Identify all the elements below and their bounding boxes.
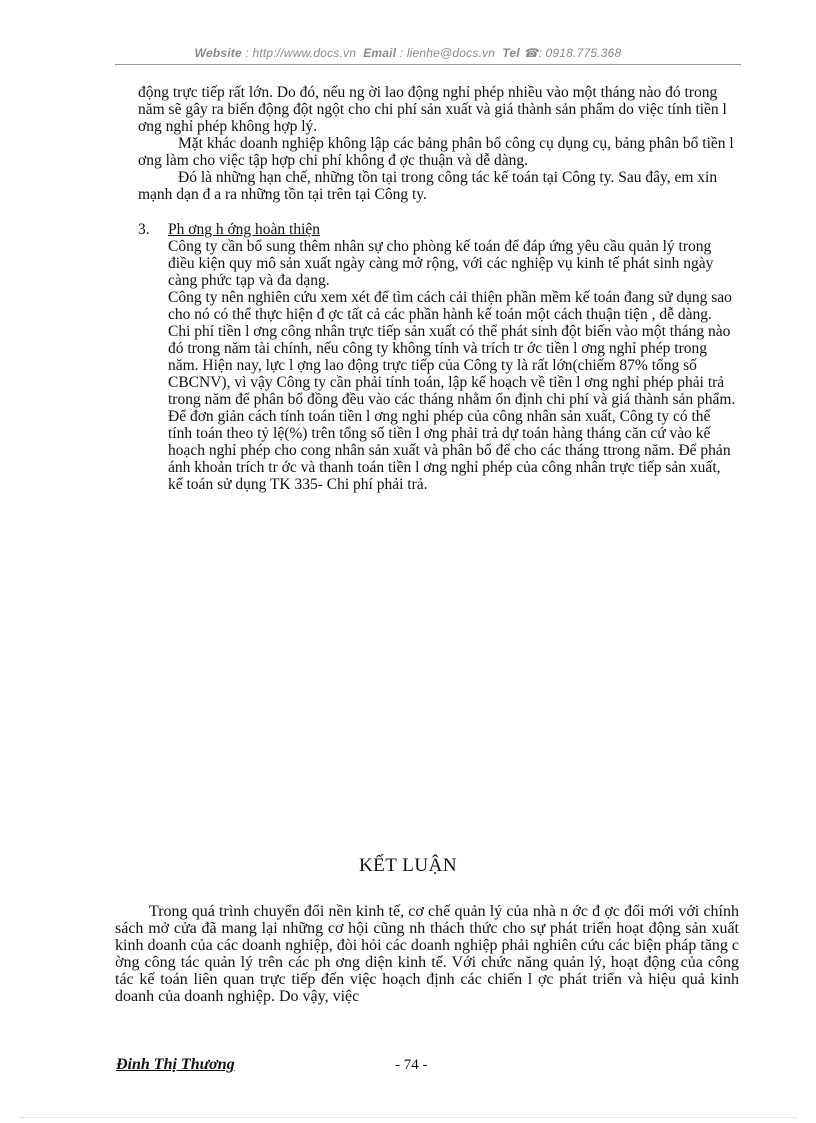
paragraph	[168, 289, 738, 323]
paragraph: Chi phí tiền l ơng công nhân trực tiếp sản xuất có thể phát sinh đột biến vào một tháng nào đó trong năm tài chính, nếu công ty không tính và trích tr ớc tiền l ơng nghỉ phép trong năm. Hiện nay, lực l ợng lao động trực tiếp của Công ty là rất lớn(chiếm 87% tổng số CBCNV), vì vậy Công ty cần phải tính toán, lập kế hoạch về tiền l ơng nghỉ phép phải trả trong năm để phân bổ đồng đều vào các tháng nhằm ổn định chi phí và giá thành sản phẩm. Để đơn giản cách tính toán tiền l ơng nghỉ phép của công nhân sản xuất, Công ty có thể tính toán theo tỷ lệ(%) trên tổng số tiền l ơng phải trả dự toán hàng tháng căn cứ vào kế hoạch nghỉ phép cho cong nhân sản xuất và phân bổ để cho các tháng ttrong năm. Để phản ánh khoản trích tr ớc và thanh toán tiền l ơng nghỉ phép của công nhân trực tiếp sản xuất, kế toán sử dụng TK 335- Chi phí phải trả.	[168, 323, 736, 493]
website-value: : http://www.docs.vn	[245, 46, 357, 60]
main-text	[138, 84, 738, 493]
phone-icon: ☎	[523, 46, 539, 60]
conclusion-text	[115, 903, 739, 1005]
section-title: Ph ơng h ớng hoàn thiện	[168, 221, 321, 238]
paragraph-text: Công ty nên nghiên cứu xem xét để tìm cách cải thiện phần mềm kế toán đang sử dụng sao cho nó có thể thực hiện đ ợc tất cả các phần hành kế toán một cách thuận tiện , dễ dàng.	[168, 289, 732, 323]
page-header	[0, 46, 816, 60]
email-label: Email	[363, 46, 397, 60]
tel-value: : 0918.775.368	[538, 46, 622, 60]
paragraph: động trực tiếp rất lớn. Do đó, nếu ng ời lao động nghỉ phép nhiều vào một tháng nào đó trong năm sẽ gây ra biến động đột ngột cho chi phí sản xuất và giá thành sản phẩm do việc tính tiền l ơng nghỉ phép không hợp lý.	[138, 84, 727, 135]
conclusion-paragraph: Trong quá trình chuyển đổi nền kinh tế, cơ chế quản lý của nhà n ớc đ ợc đổi mới với chính sách mở cửa đã mang lại những cơ hội cũng nh thách thức cho sự phát triển hoạt động sản xuất kinh doanh của các doanh nghiệp, đòi hỏi các doanh nghiệp phải nghiên cứu các biện pháp tăng c ờng công tác quản lý trên các ph ơng diện kinh tế. Với chức năng quản lý, hoạt động của công tác kế toán liên quan trực tiếp đến việc hoạch định các chiến l ợc phát triển và hiệu quả kinh doanh của doanh nghiệp. Do vậy, việc	[115, 903, 740, 1005]
footer-author: Đinh Thị Thương	[116, 1056, 235, 1073]
section-number: 3.	[138, 221, 150, 238]
page-number: - 74 -	[395, 1057, 428, 1073]
website-label: Website	[194, 46, 242, 60]
email-value: : lienhe@docs.vn	[399, 46, 496, 60]
section-body	[138, 238, 738, 493]
paragraph: Đó là những hạn chế, những tồn tại trong công tác kế toán tại Công ty. Sau đây, em xin mạnh dạn đ a ra những tồn tại trên tại Công ty.	[138, 169, 718, 203]
section-improvement	[138, 221, 738, 493]
bottom-divider	[20, 1117, 796, 1118]
conclusion-title: KẾT LUẬN	[358, 855, 458, 876]
paragraph: Mặt khác doanh nghiệp không lập các bảng phân bổ công cụ dụng cụ, bảng phân bổ tiền l ơng làm cho việc tập hợp chi phí không đ ợc thuận và dễ dàng.	[138, 135, 734, 169]
section-heading	[138, 221, 738, 238]
tel-label: Tel	[502, 46, 520, 60]
header-divider	[115, 64, 741, 65]
paragraph: Công ty cần bổ sung thêm nhân sự cho phòng kế toán để đáp ứng yêu cầu quản lý trong điều kiện quy mô sản xuất ngày càng mở rộng, với các nghiệp vụ kinh tế phát sinh ngày càng phức tạp và đa dạng.	[168, 238, 714, 289]
